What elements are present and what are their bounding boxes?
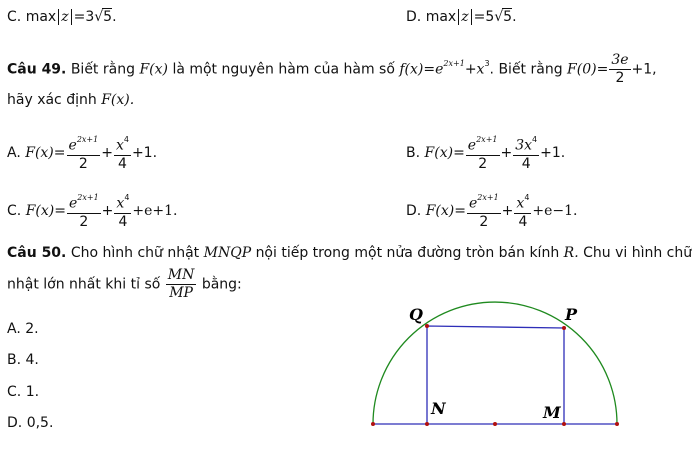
frac-den: 4 — [117, 155, 127, 172]
frac-num: 3x — [515, 137, 533, 154]
frac-den: 2 — [79, 213, 89, 230]
math-exp: 2x+1 — [477, 193, 499, 202]
math-e: e — [435, 61, 444, 78]
option-value: 4. — [25, 352, 39, 368]
fraction — [114, 133, 131, 173]
math-tail: +e−1. — [532, 202, 578, 219]
frac-num: MN — [167, 267, 195, 283]
math-exp: 2x+1 — [476, 135, 498, 144]
q50-line1 — [7, 245, 692, 261]
option-value: 1. — [25, 384, 40, 400]
math-tail: +1. — [540, 144, 566, 161]
math-prefix: max — [25, 9, 57, 25]
q50-text: Chu vi hình chữ — [583, 245, 692, 261]
frac-num: e — [468, 195, 478, 212]
math-var: z — [458, 9, 471, 25]
frac-den: 4 — [118, 213, 128, 230]
q49-text: là một nguyên hàm của hàm số — [172, 61, 395, 78]
fraction — [114, 191, 131, 231]
q49-F0: F(0) — [567, 61, 597, 78]
endpoint-right — [615, 422, 619, 426]
endpoint-left — [371, 422, 375, 426]
option-value: 2. — [25, 321, 39, 337]
frac-num: x — [516, 195, 525, 212]
fraction — [513, 133, 539, 173]
math-radicand: 5 — [503, 9, 513, 25]
point-p — [562, 326, 566, 330]
option-label: C. — [7, 9, 22, 25]
math-exp: 4 — [123, 135, 129, 144]
math-coef: 5 — [485, 9, 495, 25]
frac-den: 2 — [615, 70, 625, 86]
fraction — [67, 191, 101, 231]
q50-option-d[interactable] — [7, 415, 53, 431]
q49-option-b[interactable]: B. F(x)= $\frac{e^{2x+1}}{2}$ + $\frac{3x^4}{4}$ +1. — [406, 135, 566, 172]
option-c-max-z: C. max z =3√5. — [7, 9, 117, 25]
math-lhs: F(x) — [425, 202, 455, 219]
math-tail: +e+1. — [132, 202, 178, 219]
frac-num: x — [116, 195, 125, 212]
q49-text: Biết rằng — [70, 61, 135, 78]
option-label: C. — [7, 202, 22, 219]
frac-den: 2 — [479, 213, 489, 230]
q49-Fx: F(x). — [101, 92, 135, 108]
point-m — [562, 422, 566, 426]
frac-num: 3e — [611, 52, 629, 68]
math-plus: + — [464, 61, 477, 78]
center-point — [493, 422, 497, 426]
frac-den: 2 — [478, 155, 488, 172]
option-label: C. — [7, 384, 22, 400]
point-q — [425, 324, 429, 328]
point-n — [425, 422, 429, 426]
semicircle-rectangle-figure — [365, 296, 625, 436]
q50-line2 — [7, 267, 242, 302]
q49-option-d[interactable]: D. F(x)= $\frac{e^{2x+1}}{2}$ + $\frac{x^4}{4}$ +e−1. — [406, 193, 578, 230]
q49-line2 — [7, 92, 134, 108]
math-dot: . — [512, 9, 517, 25]
math-x: x — [476, 61, 485, 78]
label-m: M — [543, 403, 561, 422]
q50-rect-name: MNQP — [203, 245, 252, 261]
q50-text: nội tiếp trong một nửa đường tròn bán kính — [255, 245, 560, 261]
q50-text: nhật lớn nhất khi tỉ số — [7, 276, 161, 293]
math-exp: 4 — [124, 193, 130, 202]
q49-option-c[interactable]: C. F(x)= $\frac{e^{2x+1}}{2}$ + $\frac{x^4}{4}$ +e+1. — [7, 193, 178, 230]
math-radicand: 5 — [103, 9, 113, 25]
q49-Fx: F(x) — [139, 61, 168, 78]
math-lhs: F(x) — [25, 144, 54, 161]
option-d-max-z: D. max z =5√5. — [406, 9, 517, 25]
math-exp: 3 — [484, 58, 490, 68]
fraction — [609, 52, 630, 87]
q49-title: Câu 49. — [7, 61, 67, 78]
q50-option-a[interactable] — [7, 321, 39, 337]
math-exp: 2x+1 — [77, 193, 99, 202]
option-label: A. — [7, 321, 21, 337]
math-dot: . — [112, 9, 117, 25]
frac-den: MP — [169, 285, 193, 301]
math-lhs: F(x) — [424, 144, 454, 161]
math-prefix: max — [425, 9, 457, 25]
q50-text: Cho hình chữ nhật — [70, 245, 200, 261]
frac-den: 2 — [78, 155, 88, 172]
q49-text: . Biết rằng — [489, 61, 563, 78]
q50-radius: R. — [563, 245, 579, 261]
label-p: P — [565, 305, 578, 324]
option-label: B. — [406, 144, 421, 161]
option-label: B. — [7, 352, 22, 368]
math-lhs: F(x) — [25, 202, 55, 219]
q50-text: bằng: — [201, 276, 242, 293]
math-exp: 2x+1 — [443, 58, 465, 68]
fraction — [67, 133, 101, 173]
option-label: D. — [406, 9, 422, 25]
math-eq: = — [423, 61, 436, 78]
math-tail: +1. — [131, 144, 158, 161]
frac-num: e — [68, 195, 78, 212]
fraction — [466, 133, 500, 173]
q50-option-b[interactable] — [7, 352, 39, 368]
option-value: 0,5. — [26, 415, 54, 431]
q49-text: hãy xác định — [7, 92, 97, 108]
option-label: D. — [406, 202, 422, 219]
math-coef: 3 — [85, 9, 95, 25]
fraction — [514, 191, 531, 231]
math-exp: 4 — [532, 135, 538, 144]
math-exp: 2x+1 — [76, 135, 99, 144]
q50-title: Câu 50. — [7, 245, 67, 261]
fraction — [467, 191, 501, 231]
math-exp: 4 — [524, 193, 530, 202]
q49-fx: f(x) — [399, 61, 424, 78]
math-var: z — [58, 9, 71, 25]
frac-num: e — [68, 137, 77, 154]
q49-line1: Câu 49. Biết rằng F(x) là một nguyên hàm của hàm số $f(x)=e^{2x+1}+x^3$. Biết rằng F(0)= $\frac{3e}{2}$ +1, — [7, 52, 657, 86]
q49-option-a[interactable]: A. F(x)= $\frac{e^{2x+1}}{2}$ + $\frac{x^4}{4}$ +1. — [7, 135, 158, 172]
frac-den: 4 — [518, 213, 528, 230]
frac-den: 4 — [521, 155, 531, 172]
frac-num: e — [467, 137, 477, 154]
q50-option-c[interactable] — [7, 384, 39, 400]
option-label: D. — [7, 415, 23, 431]
option-label: A. — [7, 144, 21, 161]
label-n: N — [431, 399, 446, 418]
label-q: Q — [409, 305, 423, 324]
fraction — [166, 267, 197, 302]
math-tail: +1, — [631, 61, 657, 78]
frac-num: x — [115, 137, 124, 154]
